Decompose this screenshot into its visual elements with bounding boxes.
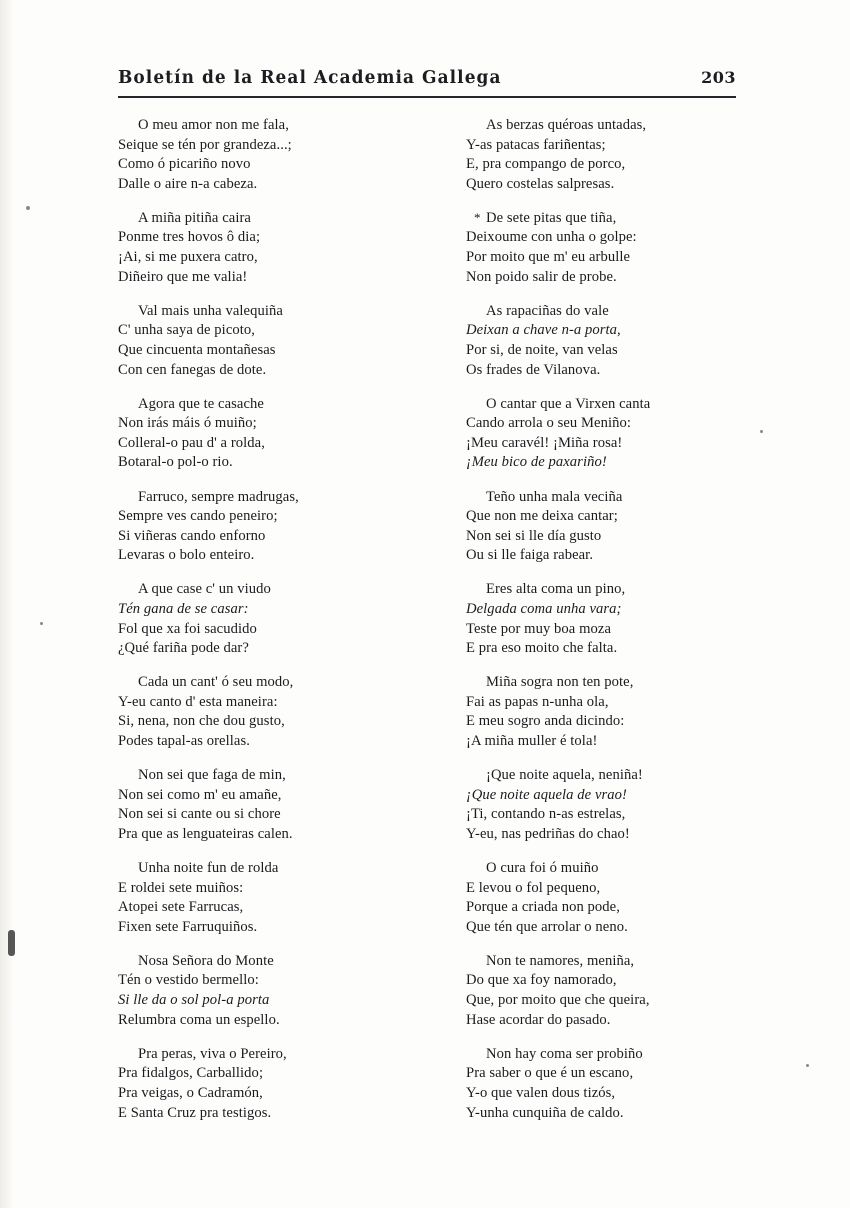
verse-line: E pra eso moito che falta.	[466, 640, 618, 657]
stanza	[118, 488, 410, 566]
verse-line: Y-unha cunquiña de caldo.	[466, 1104, 624, 1121]
stanza	[118, 859, 410, 937]
verse-line: Tén gana de se casar:	[118, 600, 249, 617]
verse-line: Por si, de noite, van velas	[466, 341, 618, 358]
verse-line: Non hay coma ser probiño	[486, 1045, 643, 1062]
verse-line: Y-o que valen dous tizós,	[466, 1084, 616, 1101]
stanza	[118, 209, 410, 287]
stanza	[466, 1045, 758, 1123]
right-column	[466, 116, 758, 1138]
verse-line: E meu sogro anda dicindo:	[466, 713, 625, 730]
header-rule	[118, 96, 736, 98]
verse-line: ¡Que noite aquela de vrao!	[466, 786, 627, 803]
verse-line: Ou si lle faiga rabear.	[466, 547, 594, 564]
verse-line: E roldei sete muiños:	[118, 879, 244, 896]
verse-line: Val mais unha valequiña	[138, 302, 283, 319]
verse-line: Que, por moito que che queira,	[466, 992, 650, 1009]
verse-line: Pra peras, viva o Pereiro,	[138, 1045, 287, 1062]
stanza	[466, 766, 758, 844]
verse-line: Diñeiro que me valia!	[118, 268, 248, 285]
stanza	[466, 302, 758, 380]
scan-speckle	[760, 430, 763, 433]
verse-line: E levou o fol pequeno,	[466, 879, 601, 896]
verse-line: Deixoume con unha o golpe:	[466, 229, 637, 246]
verse-line: Pra fidalgos, Carballido;	[118, 1065, 264, 1082]
verse-line: Y-as patacas fariñentas;	[466, 136, 606, 153]
verse-line: A miña pitiña caira	[138, 209, 251, 226]
verse-line: Como ó picariño novo	[118, 156, 251, 173]
verse-line: Do que xa foy namorado,	[466, 972, 617, 989]
verse-line: E Santa Cruz pra testigos.	[118, 1104, 272, 1121]
verse-line: Por moito que m' eu arbulle	[466, 249, 631, 266]
stanza	[466, 859, 758, 937]
verse-line: Teste por muy boa moza	[466, 620, 612, 637]
verse-line: Colleral-o pau d' a rolda,	[118, 434, 265, 451]
verse-line: Quero costelas salpresas.	[466, 175, 615, 192]
verse-line: ¡Meu caravél! ¡Miña rosa!	[466, 434, 623, 451]
verse-line: Non te namores, meniña,	[486, 952, 635, 969]
verse-line: Ponme tres hovos ô dia;	[118, 229, 261, 246]
verse-line: ¡A miña muller é tola!	[466, 733, 598, 750]
verse-line: O cura foi ó muiño	[486, 860, 599, 876]
scan-speckle	[40, 622, 43, 625]
scan-edge-mark	[8, 930, 15, 956]
stanza	[466, 116, 758, 194]
verse-line: Pra veigas, o Cadramón,	[118, 1084, 263, 1101]
stanza	[118, 673, 410, 751]
verse-line: Relumbra coma un espello.	[118, 1011, 280, 1028]
stanza	[466, 488, 758, 566]
stanza	[466, 580, 758, 658]
stanza	[466, 395, 758, 473]
verse-line: Cando arrola o seu Meniño:	[466, 415, 632, 432]
poem-columns	[118, 116, 758, 1138]
verse-line: A que case c' un viudo	[138, 581, 271, 598]
stanza	[466, 673, 758, 751]
verse-line: Non poido salir de probe.	[466, 268, 617, 285]
verse-line: Que tén que arrolar o neno.	[466, 918, 628, 935]
verse-line: O meu amor non me fala,	[138, 117, 289, 133]
verse-line: Y-eu canto d' esta maneira:	[118, 693, 278, 710]
page-header	[118, 68, 736, 88]
verse-line: O cantar que a Virxen canta	[486, 395, 651, 412]
verse-line: Si, nena, non che dou gusto,	[118, 713, 285, 730]
left-column	[118, 116, 410, 1138]
verse-line: Pra que as lenguateiras calen.	[118, 825, 293, 842]
verse-line: Hase acordar do pasado.	[466, 1011, 611, 1028]
verse-line: Nosa Señora do Monte	[138, 952, 274, 969]
stanza	[118, 580, 410, 658]
verse-line: Fixen sete Farruquiños.	[118, 918, 258, 935]
verse-line: Non sei si lle día gusto	[466, 527, 602, 544]
verse-line: Botaral-o pol-o rio.	[118, 454, 233, 471]
scan-speckle	[26, 206, 30, 210]
verse-line: Seique se tén por grandeza...;	[118, 136, 292, 153]
verse-line: As berzas quéroas untadas,	[486, 117, 647, 133]
stanza	[118, 395, 410, 473]
verse-line: Farruco, sempre madrugas,	[138, 488, 299, 505]
verse-line: Si lle da o sol pol-a porta	[118, 992, 270, 1009]
stanza	[118, 302, 410, 380]
verse-line: Non sei que faga de min,	[138, 767, 286, 784]
verse-line: Eres alta coma un pino,	[486, 581, 626, 598]
verse-line: Os frades de Vilanova.	[466, 361, 601, 378]
verse-line: Deixan a chave n-a porta,	[466, 322, 621, 339]
verse-line: ¡Ai, si me puxera catro,	[118, 249, 258, 266]
verse-line: Podes tapal-as orellas.	[118, 733, 250, 750]
verse-line: Non irás máis ó muiño;	[118, 415, 257, 432]
verse-line: C' unha saya de picoto,	[118, 322, 255, 339]
stanza	[118, 1045, 410, 1123]
verse-line: E, pra compango de porco,	[466, 156, 626, 173]
verse-line: * De sete pitas que tiña,	[466, 209, 758, 229]
verse-line: ¿Qué fariña pode dar?	[118, 640, 249, 657]
verse-line: Miña sogra non ten pote,	[486, 674, 634, 691]
verse-line: Delgada coma unha vara;	[466, 600, 622, 617]
verse-line: Agora que te casache	[138, 395, 264, 412]
verse-line: Que non me deixa cantar;	[466, 508, 618, 525]
scan-speckle	[806, 1064, 809, 1067]
verse-line: Con cen fanegas de dote.	[118, 361, 267, 378]
verse-line: Fai as papas n-unha ola,	[466, 693, 609, 710]
stanza	[118, 952, 410, 1030]
verse-line: Tén o vestido bermello:	[118, 972, 259, 989]
stanza	[118, 766, 410, 844]
verse-line: Dalle o aire n-a cabeza.	[118, 175, 258, 192]
stanza	[466, 952, 758, 1030]
stanza	[118, 116, 410, 194]
journal-title: Boletín de la Real Academia Gallega	[118, 68, 502, 88]
verse-line: Sempre ves cando peneiro;	[118, 508, 278, 525]
verse-line: Porque a criada non pode,	[466, 899, 620, 916]
verse-line: Unha noite fun de rolda	[138, 860, 279, 876]
verse-line: As rapaciñas do vale	[486, 302, 609, 319]
verse-line: Levaras o bolo enteiro.	[118, 547, 255, 564]
verse-line: Teño unha mala veciña	[486, 488, 623, 505]
verse-line: Si viñeras cando enforno	[118, 527, 266, 544]
verse-line: Fol que xa foi sacudido	[118, 620, 257, 637]
verse-line: Non sei como m' eu amañe,	[118, 786, 282, 803]
verse-line: Que cincuenta montañesas	[118, 341, 276, 358]
verse-line: Y-eu, nas pedriñas do chao!	[466, 825, 630, 842]
verse-line: Atopei sete Farrucas,	[118, 899, 244, 916]
page-number: 203	[701, 68, 736, 87]
verse-line: Cada un cant' ó seu modo,	[138, 674, 294, 691]
verse-line: Pra saber o que é un escano,	[466, 1065, 634, 1082]
verse-line: ¡Meu bico de paxariño!	[466, 454, 607, 471]
stanza	[466, 209, 758, 287]
verse-line: Non sei si cante ou si chore	[118, 806, 281, 823]
scan-edge-shadow	[0, 0, 14, 1208]
verse-line: ¡Que noite aquela, neniña!	[486, 767, 643, 784]
verse-line: ¡Ti, contando n-as estrelas,	[466, 806, 626, 823]
